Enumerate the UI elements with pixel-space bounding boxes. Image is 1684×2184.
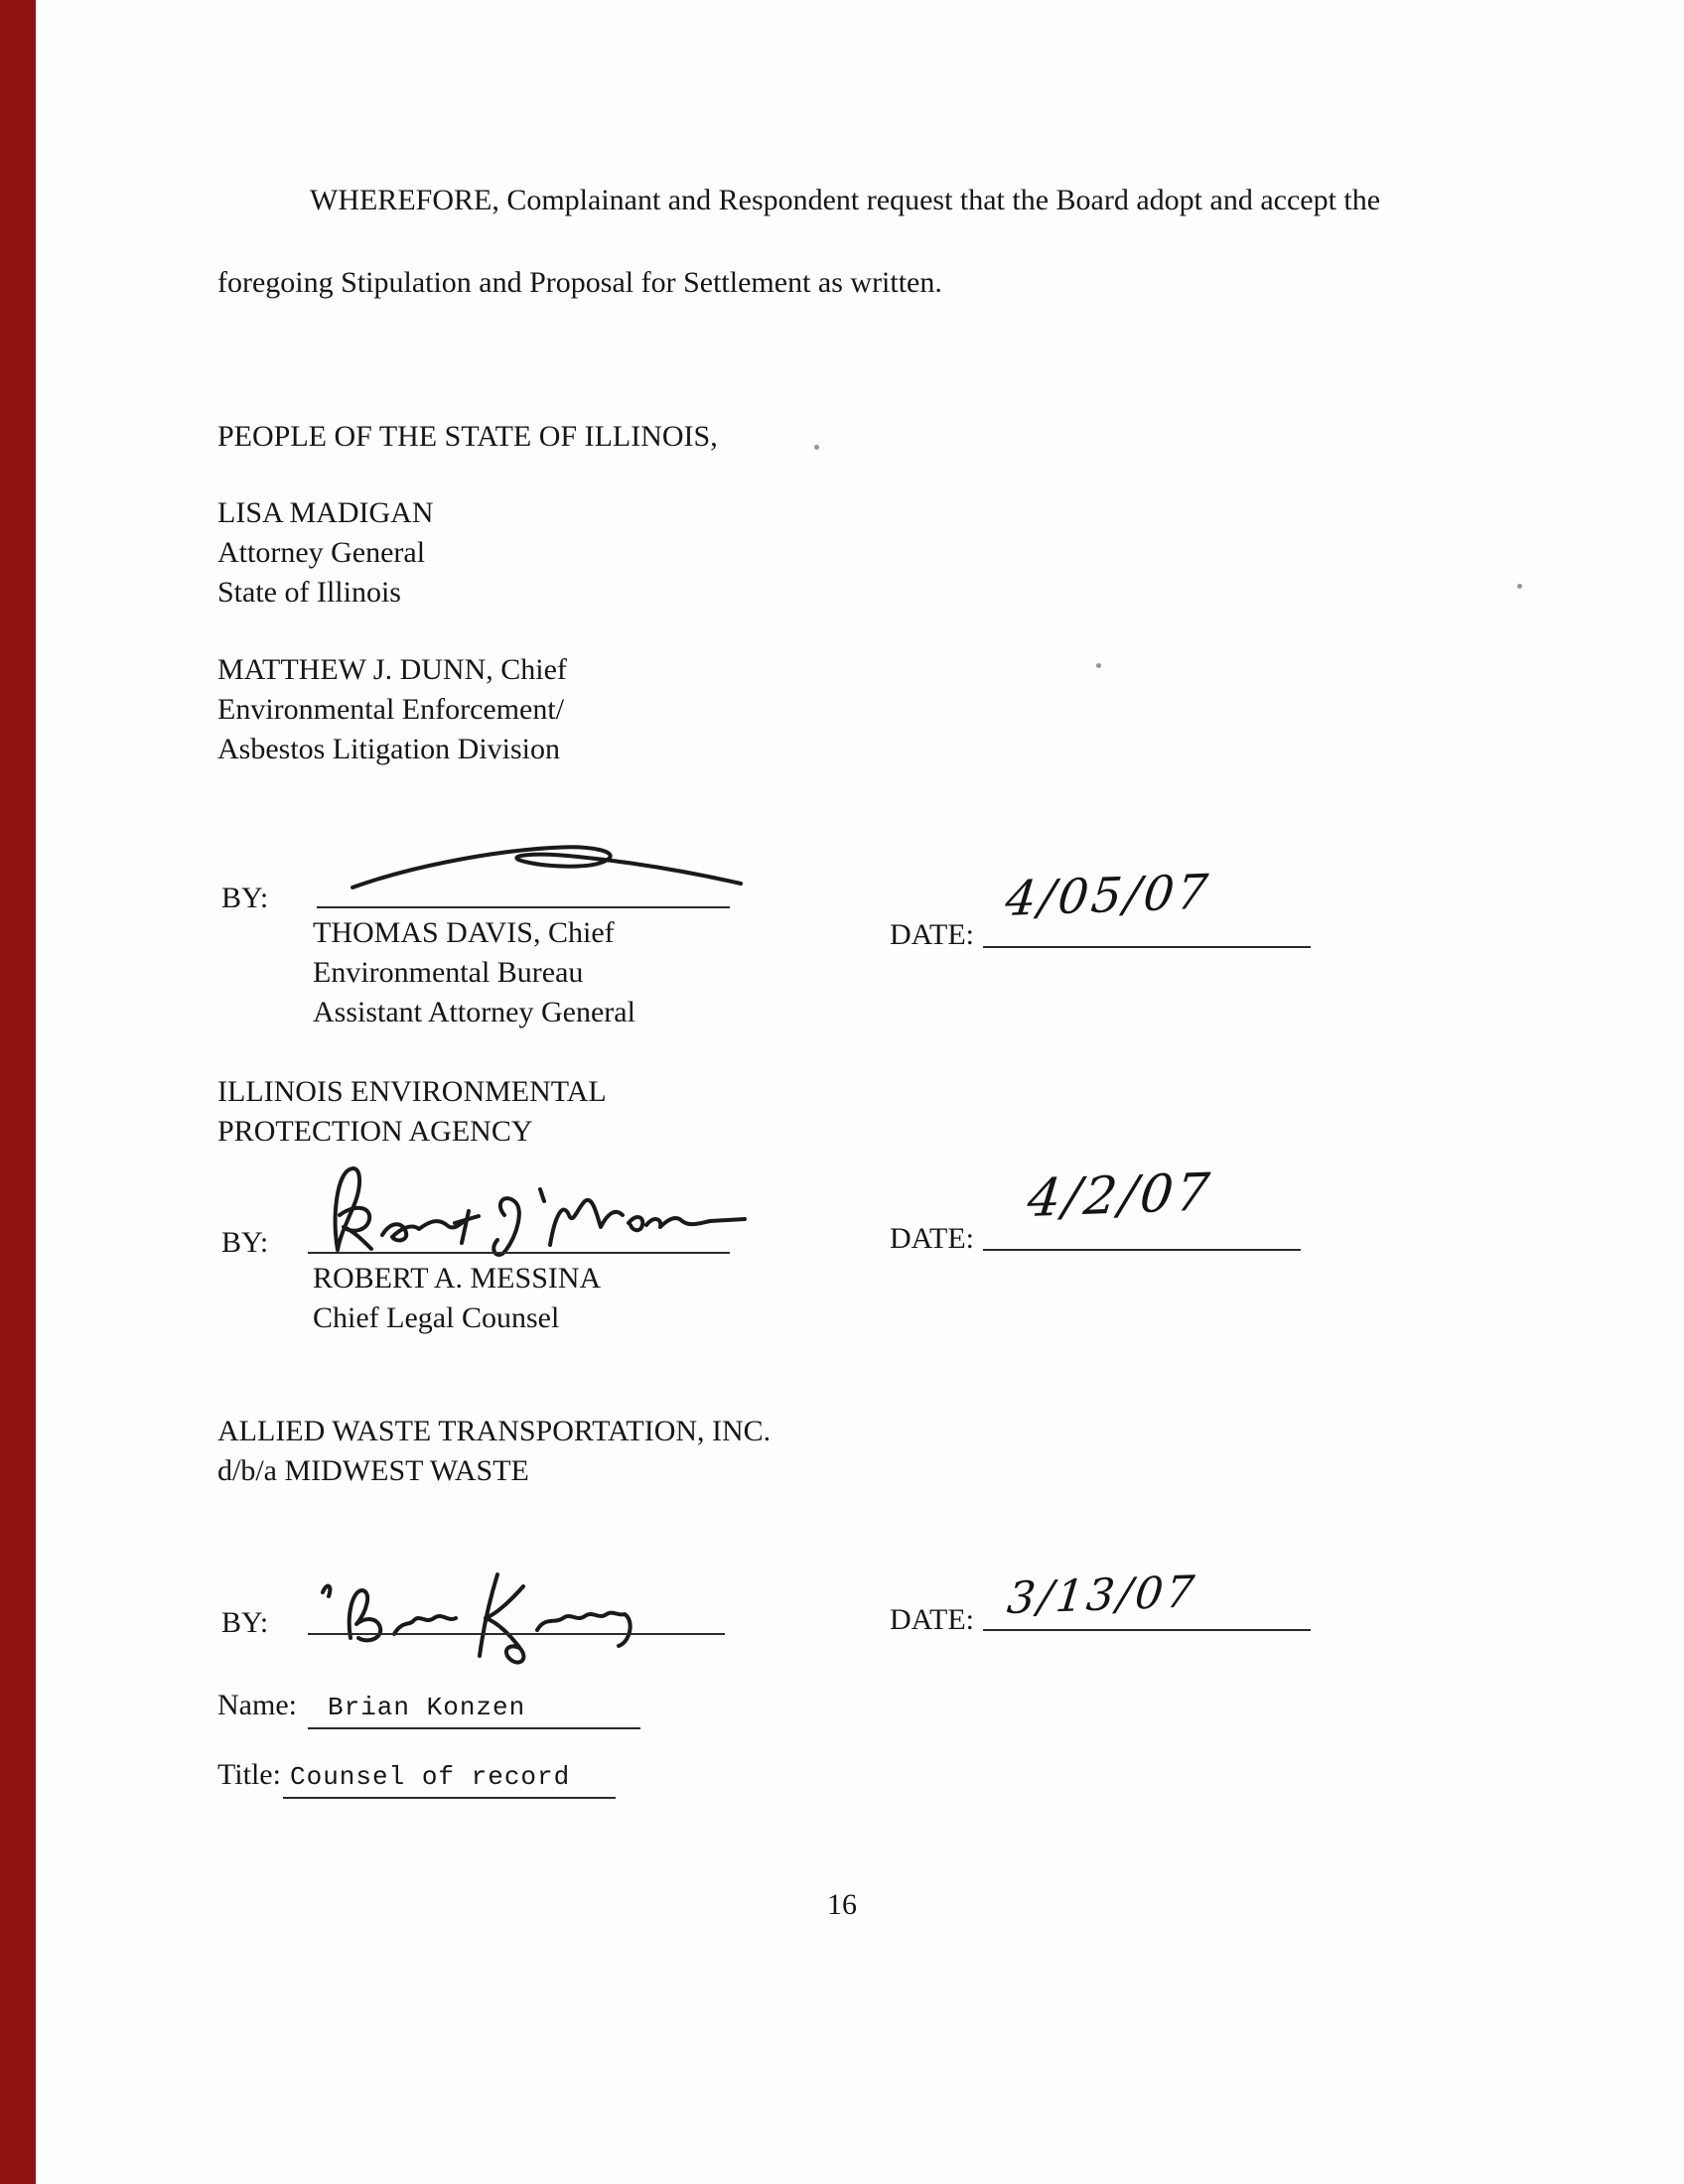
respondent-line-2: d/b/a MIDWEST WASTE (217, 1454, 529, 1487)
agency-line-1: ILLINOIS ENVIRONMENTAL (217, 1075, 607, 1108)
date-label-konzen: DATE: (890, 1603, 974, 1636)
complainant-header: PEOPLE OF THE STATE OF ILLINOIS, (217, 420, 718, 453)
agency-block (217, 1072, 607, 1152)
messina-signatory-block (313, 1259, 601, 1338)
attorney-general-line-3: State of Illinois (217, 576, 401, 609)
signature-line-davis (317, 906, 730, 908)
title-value: Counsel of record (290, 1762, 571, 1792)
attorney-general-line-1: LISA MADIGAN (217, 496, 434, 529)
date-label-messina: DATE: (890, 1222, 974, 1255)
scan-edge-stripe (0, 0, 36, 2184)
scan-speck (814, 445, 819, 450)
date-line-davis (983, 946, 1311, 948)
respondent-block (217, 1412, 771, 1491)
division-line-2: Environmental Enforcement/ (217, 693, 565, 726)
messina-date-handwriting: 4/2/07 (1025, 1162, 1215, 1229)
title-underline (283, 1797, 616, 1799)
name-underline (308, 1727, 640, 1729)
signature-line-konzen (308, 1633, 725, 1635)
thomas-davis-signature (338, 832, 755, 916)
division-line-1: MATTHEW J. DUNN, Chief (217, 653, 567, 686)
messina-signatory-line-2: Chief Legal Counsel (313, 1301, 560, 1334)
date-line-messina (983, 1249, 1301, 1251)
date-label-davis: DATE: (890, 918, 974, 951)
respondent-line-1: ALLIED WASTE TRANSPORTATION, INC. (217, 1415, 772, 1447)
messina-signatory-line-1: ROBERT A. MESSINA (313, 1262, 602, 1295)
davis-date-handwriting: 4/05/07 (1003, 864, 1213, 927)
paragraph-line-1: WHEREFORE, Complainant and Respondent request that the Board adopt and accept the (310, 184, 1381, 216)
title-label: Title: (217, 1758, 281, 1791)
attorney-general-block (217, 493, 434, 613)
scan-speck (1096, 663, 1101, 668)
division-line-3: Asbestos Litigation Division (217, 733, 560, 765)
division-block (217, 650, 567, 769)
paragraph-line-2: foregoing Stipulation and Proposal for Settlement as written. (217, 266, 942, 299)
davis-signatory-line-3: Assistant Attorney General (313, 996, 635, 1028)
by-label-davis: BY: (221, 882, 269, 914)
attorney-general-line-2: Attorney General (217, 536, 426, 569)
davis-signatory-line-1: THOMAS DAVIS, Chief (313, 916, 615, 949)
davis-signatory-block (313, 913, 635, 1032)
signature-line-messina (308, 1252, 730, 1254)
name-value: Brian Konzen (328, 1693, 526, 1722)
scan-speck (1517, 584, 1522, 589)
by-label-konzen: BY: (221, 1606, 269, 1639)
date-line-konzen (983, 1629, 1311, 1631)
agency-line-2: PROTECTION AGENCY (217, 1115, 533, 1148)
page-number: 16 (827, 1888, 857, 1921)
brian-konzen-signature (303, 1557, 670, 1671)
davis-signatory-line-2: Environmental Bureau (313, 956, 584, 989)
konzen-date-handwriting: 3/13/07 (1005, 1567, 1199, 1624)
by-label-messina: BY: (221, 1226, 269, 1259)
name-label: Name: (217, 1689, 297, 1721)
